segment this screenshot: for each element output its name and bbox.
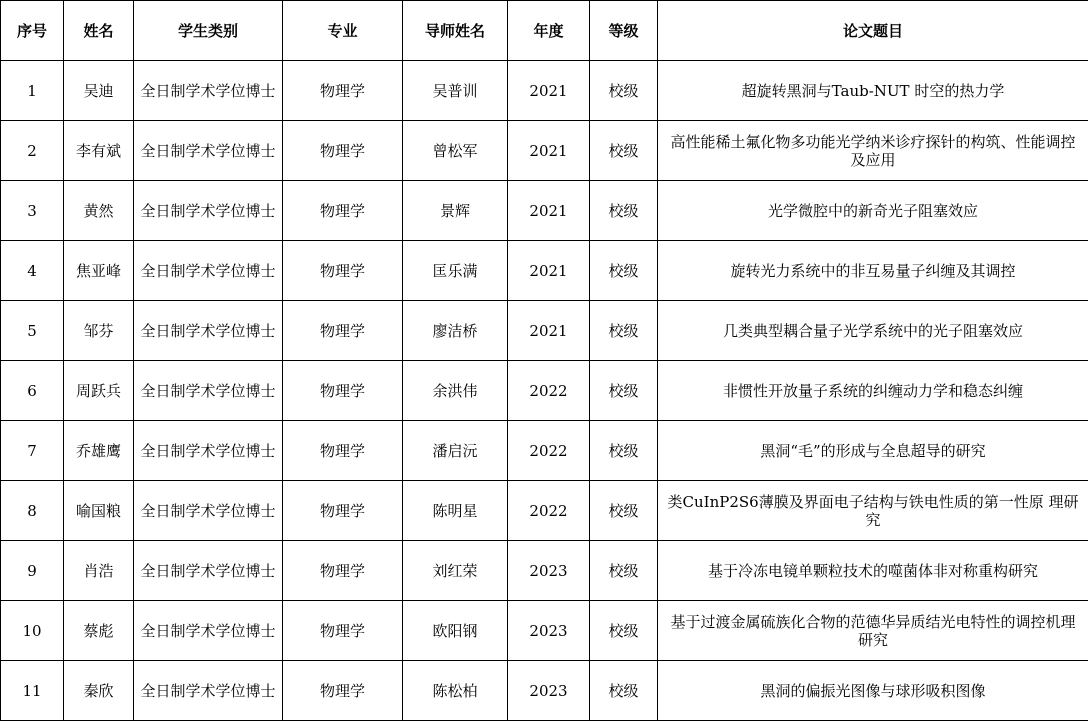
table-row [1, 601, 1088, 661]
cell-advisor: 吴普训 [403, 61, 508, 121]
cell-major: 物理学 [283, 301, 403, 361]
col-header-thesis-title: 论文题目 [658, 1, 1088, 61]
cell-student-type: 全日制学术学位博士 [134, 481, 283, 541]
cell-year: 2022 [508, 421, 590, 481]
cell-index: 5 [1, 301, 64, 361]
cell-student-type: 全日制学术学位博士 [134, 241, 283, 301]
cell-level: 校级 [590, 241, 658, 301]
cell-level: 校级 [590, 421, 658, 481]
cell-advisor: 廖洁桥 [403, 301, 508, 361]
cell-major: 物理学 [283, 481, 403, 541]
col-header-level: 等级 [590, 1, 658, 61]
cell-major: 物理学 [283, 601, 403, 661]
cell-student-type: 全日制学术学位博士 [134, 301, 283, 361]
cell-index: 4 [1, 241, 64, 301]
table-row [1, 661, 1088, 721]
table-row [1, 541, 1088, 601]
table-row [1, 481, 1088, 541]
cell-thesis-title: 几类典型耦合量子光学系统中的光子阻塞效应 [658, 301, 1088, 361]
cell-thesis-title: 类CuInP2S6薄膜及界面电子结构与铁电性质的第一性原 理研究 [658, 481, 1088, 541]
cell-year: 2021 [508, 181, 590, 241]
cell-advisor: 景辉 [403, 181, 508, 241]
cell-major: 物理学 [283, 61, 403, 121]
cell-index: 8 [1, 481, 64, 541]
table-body [1, 61, 1088, 721]
cell-level: 校级 [590, 121, 658, 181]
cell-index: 7 [1, 421, 64, 481]
cell-name: 乔雄鹰 [64, 421, 134, 481]
cell-level: 校级 [590, 661, 658, 721]
cell-name: 喻国粮 [64, 481, 134, 541]
table-row [1, 61, 1088, 121]
cell-advisor: 刘红荣 [403, 541, 508, 601]
cell-year: 2023 [508, 601, 590, 661]
col-header-index: 序号 [1, 1, 64, 61]
cell-name: 李有斌 [64, 121, 134, 181]
cell-major: 物理学 [283, 541, 403, 601]
cell-thesis-title: 基于过渡金属硫族化合物的范德华异质结光电特性的调控机理研究 [658, 601, 1088, 661]
cell-name: 黄然 [64, 181, 134, 241]
table-row [1, 361, 1088, 421]
cell-name: 肖浩 [64, 541, 134, 601]
cell-index: 10 [1, 601, 64, 661]
cell-student-type: 全日制学术学位博士 [134, 601, 283, 661]
cell-thesis-title: 超旋转黑洞与Taub-NUT 时空的热力学 [658, 61, 1088, 121]
cell-student-type: 全日制学术学位博士 [134, 541, 283, 601]
cell-index: 2 [1, 121, 64, 181]
cell-level: 校级 [590, 541, 658, 601]
cell-name: 邹芬 [64, 301, 134, 361]
table-row [1, 301, 1088, 361]
cell-major: 物理学 [283, 121, 403, 181]
cell-major: 物理学 [283, 241, 403, 301]
table-row [1, 421, 1088, 481]
cell-name: 蔡彪 [64, 601, 134, 661]
cell-major: 物理学 [283, 181, 403, 241]
col-header-advisor: 导师姓名 [403, 1, 508, 61]
cell-advisor: 潘启沅 [403, 421, 508, 481]
cell-name: 焦亚峰 [64, 241, 134, 301]
cell-advisor: 余洪伟 [403, 361, 508, 421]
cell-name: 秦欣 [64, 661, 134, 721]
cell-year: 2021 [508, 121, 590, 181]
cell-level: 校级 [590, 481, 658, 541]
cell-thesis-title: 旋转光力系统中的非互易量子纠缠及其调控 [658, 241, 1088, 301]
cell-year: 2021 [508, 301, 590, 361]
cell-thesis-title: 基于冷冻电镜单颗粒技术的噬菌体非对称重构研究 [658, 541, 1088, 601]
cell-thesis-title: 光学微腔中的新奇光子阻塞效应 [658, 181, 1088, 241]
cell-index: 11 [1, 661, 64, 721]
cell-student-type: 全日制学术学位博士 [134, 661, 283, 721]
cell-advisor: 曾松军 [403, 121, 508, 181]
cell-thesis-title: 高性能稀土氟化物多功能光学纳米诊疗探针的构筑、性能调控及应用 [658, 121, 1088, 181]
cell-advisor: 欧阳钢 [403, 601, 508, 661]
cell-advisor: 匡乐满 [403, 241, 508, 301]
cell-major: 物理学 [283, 361, 403, 421]
col-header-name: 姓名 [64, 1, 134, 61]
cell-thesis-title: 非惯性开放量子系统的纠缠动力学和稳态纠缠 [658, 361, 1088, 421]
table-row [1, 181, 1088, 241]
cell-thesis-title: 黑洞的偏振光图像与球形吸积图像 [658, 661, 1088, 721]
cell-index: 6 [1, 361, 64, 421]
col-header-major: 专业 [283, 1, 403, 61]
cell-year: 2023 [508, 541, 590, 601]
cell-level: 校级 [590, 301, 658, 361]
cell-level: 校级 [590, 361, 658, 421]
cell-name: 周跃兵 [64, 361, 134, 421]
cell-student-type: 全日制学术学位博士 [134, 61, 283, 121]
cell-student-type: 全日制学术学位博士 [134, 361, 283, 421]
table-row [1, 121, 1088, 181]
cell-advisor: 陈松柏 [403, 661, 508, 721]
cell-major: 物理学 [283, 421, 403, 481]
cell-index: 3 [1, 181, 64, 241]
cell-student-type: 全日制学术学位博士 [134, 181, 283, 241]
cell-student-type: 全日制学术学位博士 [134, 421, 283, 481]
header-row [1, 1, 1088, 61]
col-header-student-type: 学生类别 [134, 1, 283, 61]
cell-year: 2021 [508, 61, 590, 121]
cell-year: 2022 [508, 481, 590, 541]
cell-thesis-title: 黑洞“毛”的形成与全息超导的研究 [658, 421, 1088, 481]
cell-level: 校级 [590, 601, 658, 661]
cell-index: 1 [1, 61, 64, 121]
cell-major: 物理学 [283, 661, 403, 721]
cell-name: 吴迪 [64, 61, 134, 121]
cell-year: 2021 [508, 241, 590, 301]
table-row [1, 241, 1088, 301]
cell-level: 校级 [590, 61, 658, 121]
cell-year: 2023 [508, 661, 590, 721]
col-header-year: 年度 [508, 1, 590, 61]
cell-advisor: 陈明星 [403, 481, 508, 541]
cell-year: 2022 [508, 361, 590, 421]
cell-student-type: 全日制学术学位博士 [134, 121, 283, 181]
cell-index: 9 [1, 541, 64, 601]
cell-level: 校级 [590, 181, 658, 241]
